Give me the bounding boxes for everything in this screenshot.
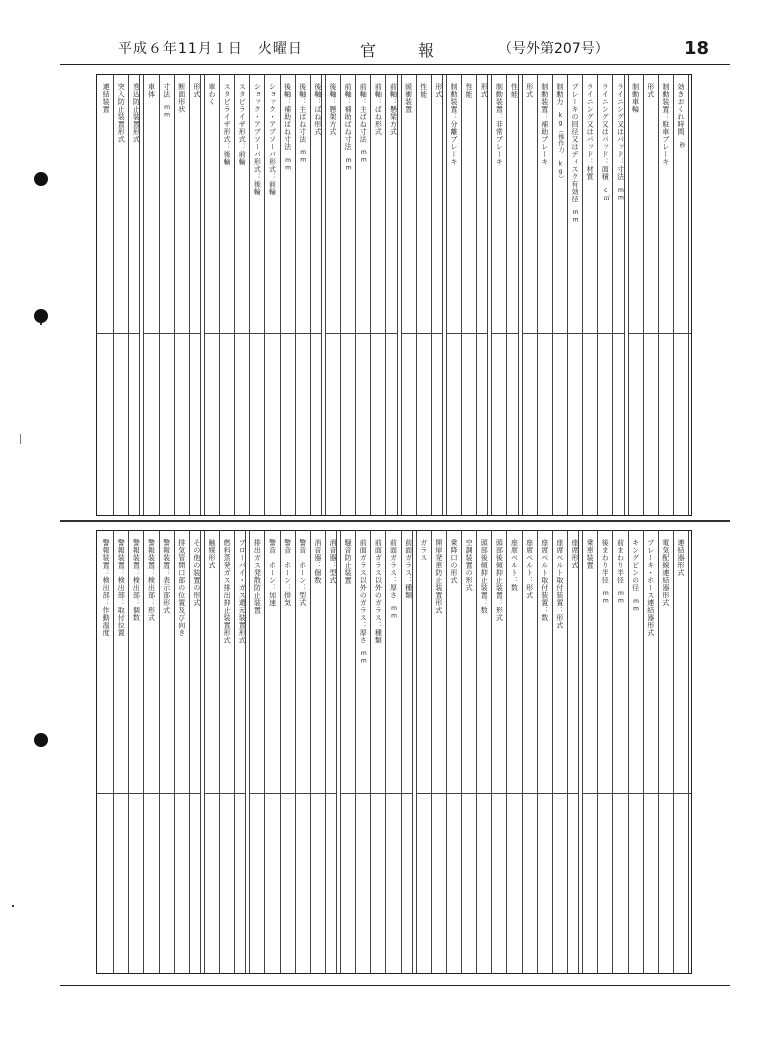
form-row-label: [265, 539, 279, 607]
form-row-label-text: 燃料蒸発ガス排出抑止装置形式: [223, 539, 232, 644]
form-row-label: [568, 83, 582, 224]
form-row: [583, 75, 598, 515]
form-row: [250, 75, 265, 515]
form-row-label-text: 緩衝装置: [404, 83, 413, 113]
form-row: [674, 75, 689, 515]
form-row-label-text: 乗車装置: [586, 539, 595, 569]
form-row-unit: 秒: [677, 141, 685, 148]
form-row-label-text: 形式: [192, 83, 201, 98]
form-row: [190, 531, 205, 973]
form-row-label-text: 警報装置：検出部：作動温度: [102, 539, 111, 637]
form-row-label-text: ブローバイ・ガス還元装置形式: [238, 539, 247, 644]
form-row-label-text: ライニング又はパッド：寸法: [616, 83, 625, 181]
form-row-label-text: 前面ガラス：種類: [404, 539, 413, 599]
form-row-label: [417, 83, 431, 98]
form-row-label: [523, 539, 537, 599]
form-row-label-text: 制動装置：補助ブレーキ: [540, 83, 549, 166]
form-row: [250, 531, 265, 973]
form-row-label: [235, 83, 249, 166]
form-table-top: [96, 74, 692, 516]
form-row-label: [386, 83, 400, 136]
form-row: [462, 531, 477, 973]
form-row: [311, 531, 326, 973]
form-row-label-text: 前面ガラス：厚さ: [389, 539, 398, 599]
form-row-label-text: 頭部後傾抑止装置：形式: [495, 539, 504, 622]
form-row-label-text: 騒音防止装置: [344, 539, 353, 584]
form-row: [190, 75, 205, 515]
form-row: [129, 531, 144, 973]
form-row: [598, 75, 613, 515]
form-row-label: [356, 539, 370, 665]
form-row: [326, 531, 341, 973]
form-row-label: [220, 539, 234, 644]
form-table-bottom: [96, 530, 692, 974]
form-row: [402, 75, 417, 515]
form-row: [538, 531, 553, 973]
form-row-label-text: 警報装置：検出部：取付位置: [117, 539, 126, 637]
form-row: [432, 531, 447, 973]
form-row-label: [129, 539, 143, 622]
form-row-label: [402, 83, 416, 113]
form-row: [386, 75, 401, 515]
form-row-label: [583, 539, 597, 569]
form-row-label-text: 座席形式: [571, 539, 580, 569]
form-row-label: [326, 539, 340, 584]
header-title-po: 報: [418, 41, 435, 60]
margin-tick: [20, 434, 21, 444]
form-row-label-text: 車体: [147, 83, 156, 98]
form-row-label: [190, 539, 204, 607]
form-row-label: [175, 83, 189, 113]
form-row-label-text: 頭部後傾抑止装置：数: [480, 539, 489, 614]
form-row-unit: mm: [345, 156, 353, 172]
form-row-label: [281, 539, 295, 607]
form-row-label-text: 警報装置：表示部形式: [162, 539, 171, 614]
form-row-label-text: 後軸：ばね形式: [313, 83, 322, 136]
form-row-label-text: 性能: [465, 83, 474, 98]
form-row: [432, 75, 447, 515]
form-row-label: [447, 83, 461, 166]
form-row-label-text: 連結装置: [102, 83, 111, 113]
form-row-label-text: 排出ガス発散防止装置: [253, 539, 262, 614]
form-row: [659, 531, 674, 973]
form-row-label: [296, 539, 310, 607]
form-row-label: [341, 83, 355, 172]
form-row: [296, 75, 311, 515]
form-row-label: [553, 83, 567, 182]
form-row-label: [205, 83, 219, 106]
form-row-label-text: 前軸：補助ばね寸法: [344, 83, 353, 151]
form-row-label: [99, 539, 113, 637]
form-row-label-text: 前軸：ばね形式: [374, 83, 383, 136]
form-row-label-text: キングピンの径: [631, 539, 640, 592]
form-row: [205, 531, 220, 973]
form-row: [341, 75, 356, 515]
form-row-label-text: 巻込防止装置形式: [132, 83, 141, 143]
form-row: [402, 531, 417, 973]
form-row-unit: kg（操作力 kg）: [556, 111, 564, 182]
margin-dot: [12, 905, 14, 907]
form-row-unit: mm: [360, 149, 368, 164]
form-row-unit: mm: [284, 156, 292, 172]
form-row: [220, 75, 235, 515]
form-row-label-text: 乗降口の形式: [450, 539, 459, 584]
form-row-label: [220, 83, 234, 166]
binding-hole-3: [34, 733, 48, 747]
form-row: [220, 531, 235, 973]
form-row-label: [644, 83, 658, 98]
form-row: [613, 75, 628, 515]
form-row-label: [507, 83, 521, 98]
form-row-label: [311, 539, 325, 584]
form-row: [477, 75, 492, 515]
form-row: [644, 531, 659, 973]
binding-hole-2: [34, 309, 48, 323]
form-row: [477, 531, 492, 973]
form-row-unit: mm: [632, 597, 640, 613]
form-row-label-text: ライニング又はパッド：材質: [586, 83, 595, 181]
form-row-label: [205, 539, 219, 569]
page-number: 18: [684, 38, 710, 59]
form-row-label-text: ブレーキ・ホース連結器形式: [646, 539, 655, 637]
form-row-label: [356, 83, 370, 164]
form-row-label-text: 後軸：懸架方式: [329, 83, 337, 136]
form-row-label: [507, 539, 521, 592]
form-row-label: [629, 83, 643, 113]
form-row-label-text: ショック・アブソーバ形式：後輪: [253, 83, 262, 196]
form-row: [205, 75, 220, 515]
header-issue-number: （号外第207号）: [498, 41, 609, 57]
form-row: [144, 75, 159, 515]
form-row: [583, 531, 598, 973]
form-row-label: [538, 83, 552, 166]
form-row: [281, 531, 296, 973]
form-row-label: [598, 539, 612, 605]
form-row: [447, 75, 462, 515]
form-row-label-text: ブレーキの回径又はディスク有効径: [571, 83, 580, 203]
form-row-label: [326, 83, 340, 136]
form-row-label: [477, 83, 491, 98]
header-rule: [60, 64, 730, 65]
form-row-label: [629, 539, 643, 613]
form-row-label: [659, 83, 673, 166]
form-row-label: [250, 539, 264, 614]
form-row: [296, 531, 311, 973]
form-row: [629, 75, 644, 515]
form-row-label-text: その他の装置の形式: [192, 539, 201, 607]
form-row: [417, 531, 432, 973]
form-row: [462, 75, 477, 515]
form-row: [371, 531, 386, 973]
form-row-label: [477, 539, 491, 614]
form-row: [235, 75, 250, 515]
center-rule: [60, 520, 730, 522]
form-row: [175, 531, 190, 973]
form-row: [235, 531, 250, 973]
form-row-label-text: スタビライザ形式：後輪: [223, 83, 232, 166]
form-row-label-text: 後まわり半径: [601, 539, 610, 584]
form-row: [341, 531, 356, 973]
form-row-label-text: 前軸：主ばね寸法: [359, 83, 368, 143]
form-row-label-text: 座席ベルト：形式: [525, 539, 534, 599]
form-row-label-text: 制動装置：駐車ブレーキ: [661, 83, 670, 166]
form-row: [629, 531, 644, 973]
form-row-unit: mm: [163, 104, 171, 119]
form-row: [175, 75, 190, 515]
form-row-label: [613, 539, 627, 605]
form-row-label: [462, 539, 476, 592]
form-row-label-text: 警音 ホーン：排気: [283, 539, 292, 607]
form-row-label-text: 排気管開口部の位置及び向き: [177, 539, 186, 637]
form-row: [568, 75, 583, 515]
form-row-label-text: 警音 ホーン：加速: [268, 539, 277, 607]
form-row-label-text: 制動力: [555, 83, 564, 106]
form-row-unit: mm: [299, 149, 307, 164]
form-row-label-text: ライニング又はパッド：面積: [601, 83, 610, 181]
form-row: [674, 531, 689, 973]
form-row: [523, 75, 538, 515]
form-row: [538, 75, 553, 515]
form-row: [553, 531, 568, 973]
form-row-label-text: 車わく: [207, 83, 216, 106]
form-row-label: [341, 539, 355, 584]
form-row-label-text: 警報装置：検出部：個数: [132, 539, 141, 622]
form-row-label: [538, 539, 552, 622]
form-row-label: [190, 83, 204, 98]
form-row-label: [99, 83, 113, 113]
form-row: [644, 75, 659, 515]
form-row-label-text: 後軸：補助ばね寸法: [283, 83, 292, 151]
form-row-label-text: 消音器：個数: [313, 539, 322, 584]
form-row-unit: c㎡: [602, 186, 610, 201]
form-row: [356, 75, 371, 515]
form-row-label-text: 効きおくれ時間: [676, 83, 685, 136]
form-row-label-text: 消音器：型式: [329, 539, 337, 584]
form-row-label-text: 連結器形式: [676, 539, 685, 577]
form-row-label: [659, 539, 673, 607]
form-row: [114, 531, 129, 973]
form-row-label: [371, 83, 385, 136]
header-title-kan: 官: [360, 41, 377, 60]
form-row: [598, 531, 613, 973]
form-row-label: [462, 83, 476, 98]
form-row: [326, 75, 341, 515]
form-row-label-text: 性能: [510, 83, 519, 98]
header-date: 平成６年11月１日 火曜日: [118, 41, 303, 57]
form-row-label: [371, 539, 385, 644]
form-row-label: [492, 539, 506, 622]
form-row-label-text: 前まわり半径: [616, 539, 625, 584]
form-row-unit: mm: [360, 650, 368, 665]
form-row: [160, 531, 175, 973]
form-row-label-text: 形式: [646, 83, 655, 98]
form-row-label: [644, 539, 658, 637]
form-row-label-text: 座席ベルト：数: [510, 539, 519, 592]
form-row-unit: mm: [617, 186, 625, 202]
form-row: [114, 75, 129, 515]
form-row-label: [114, 539, 128, 637]
form-row-unit: mm: [617, 590, 625, 605]
form-row: [265, 75, 280, 515]
form-row-label-text: 空調装置の形式: [465, 539, 474, 592]
form-row-label: [144, 83, 158, 98]
form-row-label: [447, 539, 461, 584]
form-row-label: [674, 539, 688, 577]
form-row-label: [432, 83, 446, 98]
form-row-label-text: 形式: [525, 83, 534, 98]
form-row-label-text: 形式: [434, 83, 443, 98]
form-row: [492, 531, 507, 973]
form-row-label: [568, 539, 582, 569]
form-row-label: [432, 539, 446, 614]
form-row: [99, 75, 114, 515]
form-row-label: [417, 539, 431, 562]
form-row-label: [160, 83, 174, 119]
form-row-label-text: 前軸：懸架方式: [389, 83, 398, 136]
form-row: [144, 531, 159, 973]
form-row: [507, 531, 522, 973]
form-row: [553, 75, 568, 515]
form-row-label-text: 前面ガラス以外のガラス：種類: [374, 539, 383, 644]
form-row-label: [265, 83, 279, 196]
form-row-label-text: 後軸：主ばね寸法: [298, 83, 307, 143]
form-row-label-text: 電気配線連結器形式: [661, 539, 670, 607]
form-row-label: [296, 83, 310, 164]
form-row: [447, 531, 462, 973]
form-row-label: [175, 539, 189, 637]
form-row: [281, 75, 296, 515]
form-row-label-text: スタビライザ形式：前輪: [238, 83, 247, 166]
form-row-label-text: 突入防止装置形式: [117, 83, 126, 143]
form-row: [417, 75, 432, 515]
form-row-label: [160, 539, 174, 614]
form-row-label-text: 開扉発車防止装置形式: [434, 539, 443, 614]
form-row-unit: mm: [390, 605, 398, 620]
form-row-label-text: 座席ベルト取付装置：数: [540, 539, 549, 622]
form-row-label-text: 形式: [480, 83, 489, 98]
form-row-label: [553, 539, 567, 629]
form-row-label: [386, 539, 400, 620]
form-row: [568, 531, 583, 973]
form-row-unit: mm: [602, 590, 610, 605]
form-row: [386, 531, 401, 973]
form-row: [99, 531, 114, 973]
form-row-label-text: 制動装置：非常ブレーキ: [495, 83, 504, 166]
form-row-label-text: 警報装置：検出部：形式: [147, 539, 156, 622]
form-row-label-text: 断面形状: [177, 83, 186, 113]
form-row-label: [583, 83, 597, 181]
form-row: [523, 531, 538, 973]
margin-dot: [40, 323, 42, 325]
form-row-label-text: 制動装置：分離ブレーキ: [450, 83, 459, 166]
form-row-label-text: 座席ベルト取付装置：形式: [555, 539, 564, 629]
form-row-label: [129, 83, 143, 143]
form-row-label: [144, 539, 158, 622]
form-row-label-text: 警音 ホーン：型式: [298, 539, 307, 607]
form-row-label: [235, 539, 249, 644]
form-row: [507, 75, 522, 515]
form-row-label: [402, 539, 416, 599]
form-row-label: [114, 83, 128, 143]
footer-rule: [60, 985, 730, 986]
form-row: [129, 75, 144, 515]
form-row: [356, 531, 371, 973]
form-row-unit: mm: [572, 209, 580, 224]
form-row: [371, 75, 386, 515]
form-row-label-text: 触媒形式: [207, 539, 216, 569]
form-row-label: [311, 83, 325, 136]
form-row-label-text: 制動車輪: [631, 83, 640, 113]
form-row-label: [613, 83, 627, 202]
form-row-label-text: ガラス: [419, 539, 428, 562]
form-row: [311, 75, 326, 515]
form-row-label: [674, 83, 688, 148]
form-row-label: [250, 83, 264, 196]
form-row: [160, 75, 175, 515]
form-row-label: [492, 83, 506, 166]
binding-hole-1: [34, 172, 48, 186]
form-row-label: [281, 83, 295, 172]
form-row-label-text: 性能: [419, 83, 428, 98]
form-row-label-text: ショック・アブソーバ形式：前輪: [268, 83, 277, 196]
form-row: [492, 75, 507, 515]
form-row-label: [523, 83, 537, 98]
form-row: [265, 531, 280, 973]
form-row-label-text: 前面ガラス以外のガラス：厚さ: [359, 539, 368, 644]
form-row: [613, 531, 628, 973]
form-row-label-text: 寸法: [162, 83, 171, 98]
form-row: [659, 75, 674, 515]
form-row-label: [598, 83, 612, 201]
